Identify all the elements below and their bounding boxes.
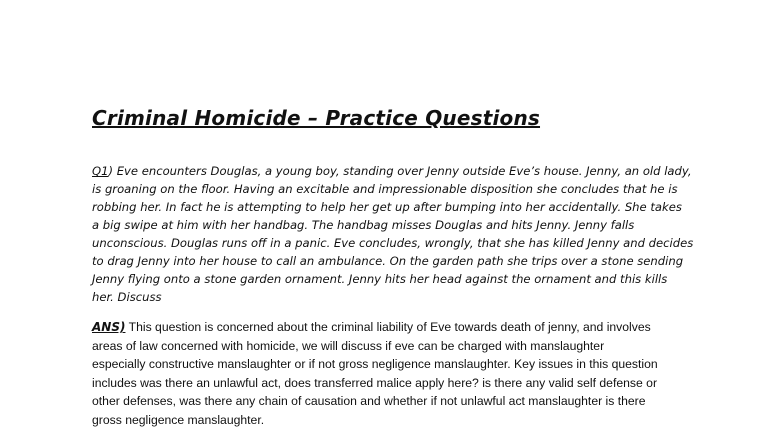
answer-label: ANS) <box>92 320 126 334</box>
answer-paragraph <box>92 318 712 430</box>
question-line: is groaning on the floor. Having an excitable and impressionable disposition she concludes that he is <box>92 182 678 196</box>
answer-line-text: This question is concerned about the criminal liability of Eve towards death of jenny, and involves <box>125 320 651 334</box>
question-line: a big swipe at him with her handbag. The handbag misses Douglas and hits Jenny. Jenny falls <box>92 218 635 232</box>
question-line: Jenny flying onto a stone garden ornament. Jenny hits her head against the ornament and this kills <box>92 272 668 286</box>
question-line: to drag Jenny into her house to call an ambulance. On the garden path she trips over a stone sending <box>92 254 684 268</box>
question-line: her. Discuss <box>92 290 162 304</box>
answer-line: other defenses, was there any chain of causation and whether if not unlawful act manslaughter is there <box>92 394 646 409</box>
question-line: robbing her. In fact he is attempting to help her get up after bumping into her accidentally. She takes <box>92 200 682 214</box>
question-line-text: ) Eve encounters Douglas, a young boy, standing over Jenny outside Eve’s house. Jenny, an old lady, <box>108 164 692 178</box>
answer-line: includes was there an unlawful act, does transferred malice apply here? is there any valid self defense or <box>92 375 657 390</box>
answer-line <box>92 318 712 337</box>
question-line: unconscious. Douglas runs off in a panic. Eve concludes, wrongly, that she has killed Jenny and decides <box>92 236 694 250</box>
question-line <box>92 162 702 180</box>
question-label: Q1 <box>92 164 109 178</box>
page-title: Criminal Homicide – Practice Questions <box>92 106 541 130</box>
answer-line: especially constructive manslaughter or if not gross negligence manslaughter. Key issues in this question <box>92 357 658 372</box>
answer-line: areas of law concerned with homicide, we will discuss if eve can be charged with manslaughter <box>92 338 605 353</box>
answer-line: gross negligence manslaughter. <box>92 412 265 427</box>
question-paragraph <box>92 162 702 306</box>
